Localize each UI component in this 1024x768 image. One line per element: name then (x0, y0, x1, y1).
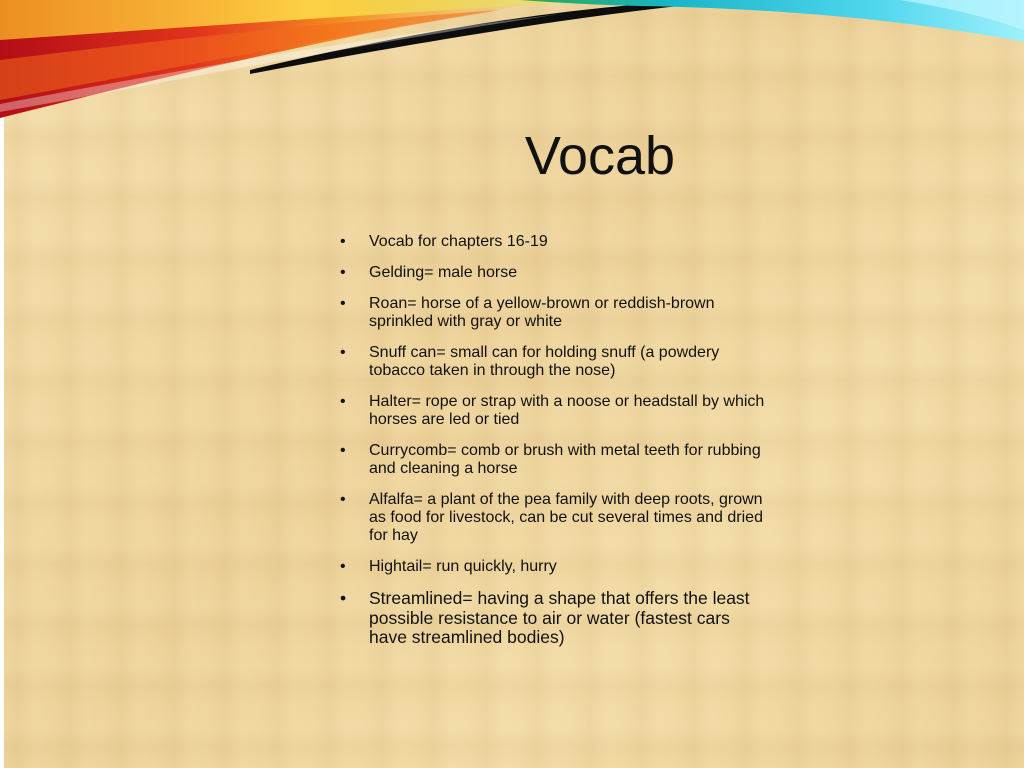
bullet-point-icon: • (340, 393, 346, 410)
bullet-text: Vocab for chapters 16-19 (369, 233, 548, 250)
bullet-text: Streamlined= having a shape that offers the least possible resistance to air or water (fastest cars have streamlined bodies) (369, 588, 750, 647)
bullet-point-icon: • (340, 233, 346, 250)
bullet-text: Gelding= male horse (369, 264, 518, 281)
vocab-bullet-list (340, 233, 765, 661)
bullet-item (340, 295, 765, 331)
bullet-item (340, 589, 765, 648)
bullet-text: Currycomb= comb or brush with metal teeth for rubbing and cleaning a horse (369, 442, 761, 477)
bullet-point-icon: • (340, 295, 346, 312)
bullet-item (340, 442, 765, 478)
bullet-point-icon: • (340, 442, 346, 459)
bullet-text: Alfalfa= a plant of the pea family with deep roots, grown as food for livestock, can be cut several times and dried for hay (369, 491, 763, 544)
bullet-item (340, 393, 765, 429)
bullet-item (340, 264, 765, 282)
bullet-text: Hightail= run quickly, hurry (369, 558, 557, 575)
bullet-item (340, 344, 765, 380)
bullet-text: Halter= rope or strap with a noose or headstall by which horses are led or tied (369, 393, 765, 428)
bullet-point-icon: • (340, 558, 346, 575)
bullet-text: Snuff can= small can for holding snuff (a powdery tobacco taken in through the nose) (369, 344, 720, 379)
bullet-point-icon: • (340, 588, 347, 608)
bullet-point-icon: • (340, 344, 346, 361)
slide-title: Vocab (524, 126, 676, 186)
bullet-item (340, 491, 765, 545)
rainbow-swoosh-decoration (0, 0, 1024, 130)
bullet-item (340, 558, 765, 576)
bullet-point-icon: • (340, 491, 346, 508)
bullet-text: Roan= horse of a yellow-brown or reddish-brown sprinkled with gray or white (369, 295, 715, 330)
bullet-item (340, 233, 765, 251)
bullet-point-icon: • (340, 264, 346, 281)
